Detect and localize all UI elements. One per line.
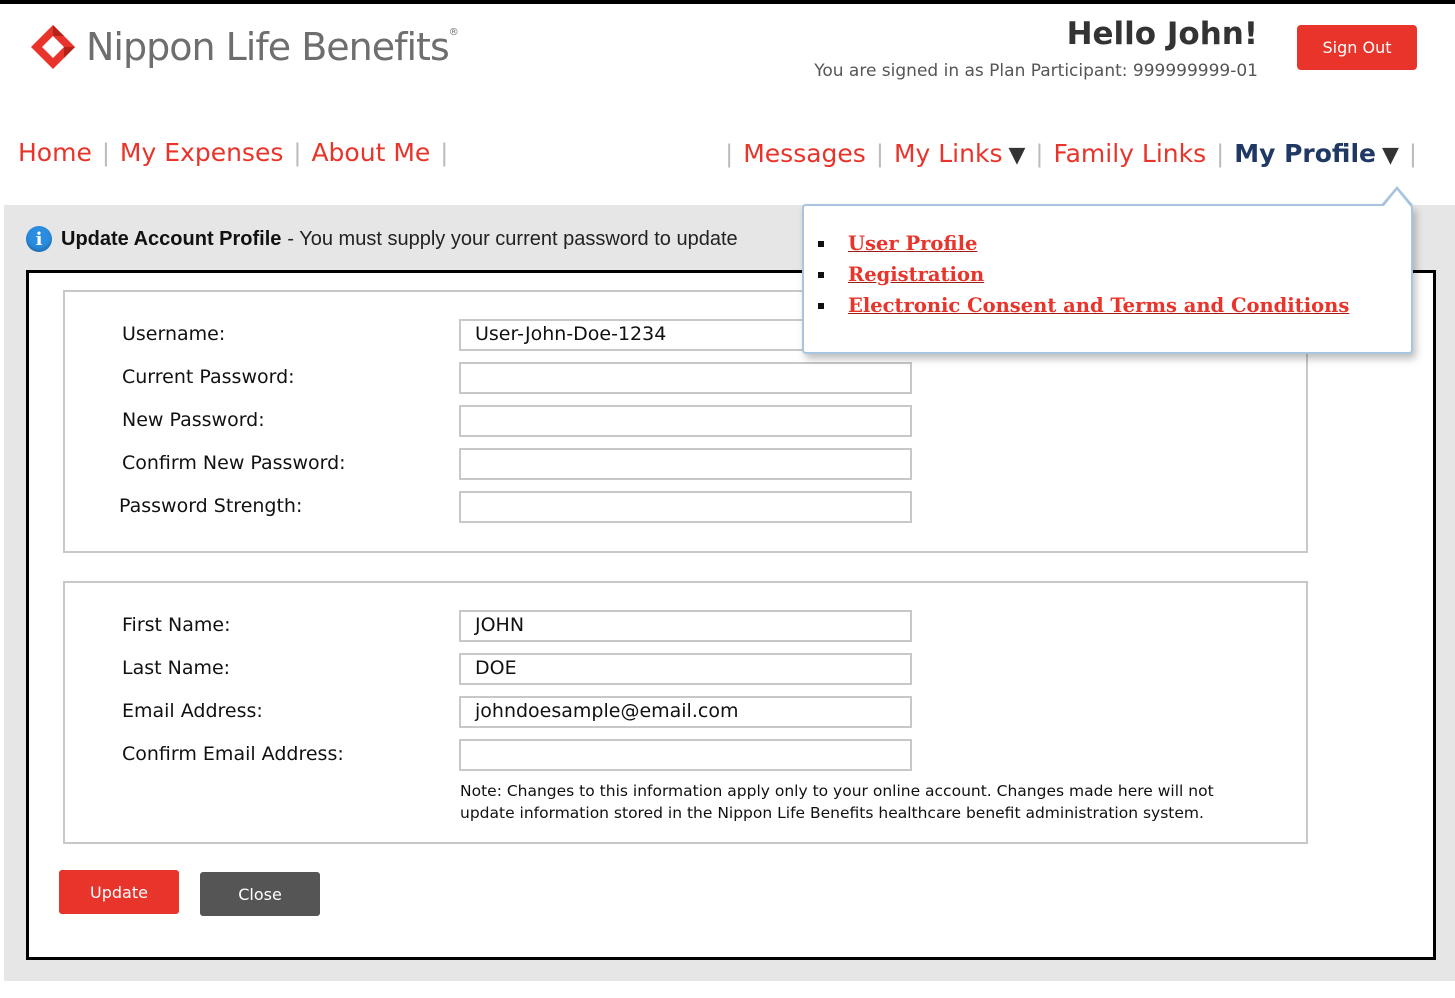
menu-item-registration [818, 259, 1349, 290]
email-input[interactable]: johndoesample@email.com [459, 696, 912, 728]
confirm-password-label: Confirm New Password: [122, 452, 346, 474]
email-label: Email Address: [122, 700, 263, 722]
nav-home[interactable]: Home [18, 138, 92, 167]
signed-in-status: You are signed in as Plan Participant: 999999999-01 [814, 61, 1258, 81]
current-password-row [65, 362, 1306, 394]
last-name-row [65, 653, 1306, 685]
profile-form-panel [26, 270, 1436, 960]
nav-my-profile-label: My Profile [1234, 139, 1376, 168]
confirm-password-input[interactable] [459, 448, 912, 480]
nav-separator: | [293, 138, 302, 167]
username-label: Username: [122, 323, 226, 345]
brand-name: Nippon Life Benefits® [86, 25, 458, 69]
menu-item-user-profile [818, 228, 1349, 259]
password-strength-row [65, 491, 1306, 523]
new-password-label: New Password: [122, 409, 265, 431]
user-profile-link[interactable]: User Profile [848, 232, 978, 255]
close-button[interactable]: Close [200, 872, 320, 916]
page-subtitle: - You must supply your current password to update [287, 227, 738, 250]
chevron-down-icon: ▼ [1008, 143, 1026, 168]
email-row [65, 696, 1306, 728]
nav-separator: | [875, 139, 884, 168]
confirm-email-label: Confirm Email Address: [122, 743, 344, 765]
nav-messages[interactable]: Messages [743, 139, 866, 168]
nav-separator: | [1408, 139, 1417, 168]
username-field[interactable]: User-John-Doe-1234 [459, 319, 912, 351]
nav-separator: | [101, 138, 110, 167]
dropdown-pointer-fill [1384, 190, 1410, 206]
nav-about-me[interactable]: About Me [311, 138, 431, 167]
consent-terms-link[interactable]: Electronic Consent and Terms and Conditions [848, 294, 1350, 317]
first-name-label: First Name: [122, 614, 231, 636]
first-name-input[interactable]: JOHN [459, 610, 912, 642]
chevron-down-icon: ▼ [1381, 143, 1399, 168]
nav-family-links[interactable]: Family Links [1053, 139, 1207, 168]
info-icon: i [26, 226, 52, 252]
current-password-input[interactable] [459, 362, 912, 394]
nav-my-links[interactable] [894, 139, 1025, 168]
nav-separator: | [440, 138, 449, 167]
first-name-row [65, 610, 1306, 642]
password-strength-label: Password Strength: [119, 495, 303, 517]
bullet-icon [818, 303, 824, 309]
last-name-label: Last Name: [122, 657, 231, 679]
update-button[interactable]: Update [59, 870, 179, 914]
nav-my-links-label: My Links [893, 139, 1003, 168]
personal-info-section [63, 581, 1308, 844]
nav-my-expenses[interactable]: My Expenses [119, 138, 284, 167]
current-password-label: Current Password: [122, 366, 295, 388]
bullet-icon [818, 241, 824, 247]
info-note: Note: Changes to this information apply only to your online account. Changes made here will not update information stored in the Nippon Life Benefits healthcare benefit administration system. [460, 782, 1214, 822]
page-header [26, 226, 738, 252]
confirm-password-row [65, 448, 1306, 480]
new-password-row [65, 405, 1306, 437]
bullet-icon [818, 272, 824, 278]
registration-link[interactable]: Registration [848, 263, 985, 286]
nav-separator: | [1216, 139, 1225, 168]
password-strength-meter [459, 491, 912, 523]
profile-dropdown-menu [802, 204, 1413, 354]
sign-out-button[interactable]: Sign Out [1297, 25, 1417, 70]
main-nav [0, 138, 1455, 178]
nav-separator: | [1035, 139, 1044, 168]
greeting: Hello John! [1066, 16, 1258, 52]
confirm-email-input[interactable] [459, 739, 912, 771]
confirm-email-row [65, 739, 1306, 771]
last-name-input[interactable]: DOE [459, 653, 912, 685]
brand-logo[interactable] [30, 24, 458, 70]
diamond-logo-icon [30, 24, 76, 70]
nav-my-profile[interactable] [1234, 139, 1399, 168]
menu-item-consent [818, 290, 1349, 321]
new-password-input[interactable] [459, 405, 912, 437]
page-title: Update Account Profile [61, 227, 282, 250]
nav-separator: | [725, 139, 734, 168]
